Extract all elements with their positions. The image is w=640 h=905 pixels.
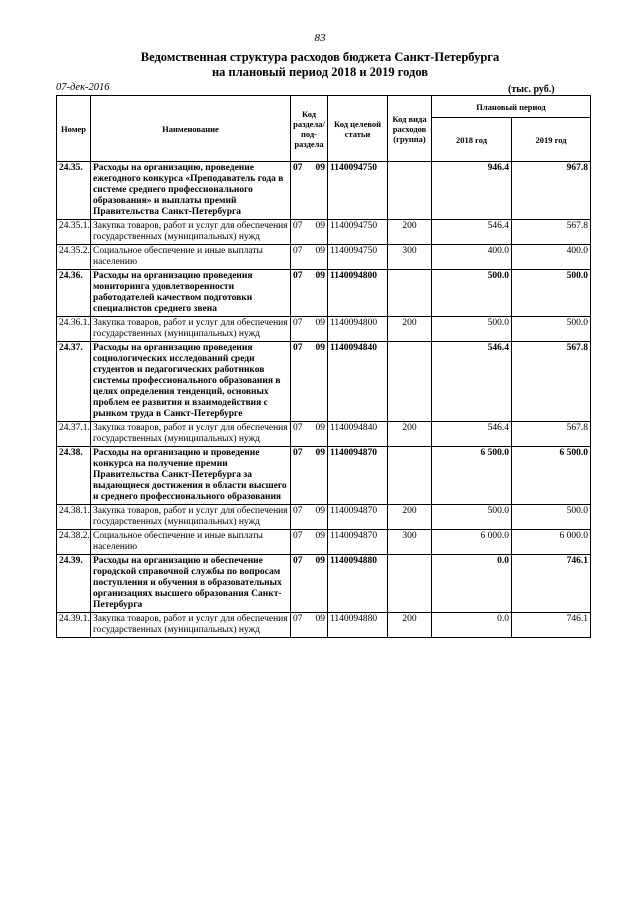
row-target-code: 1140094750 (328, 162, 388, 220)
row-name: Расходы на организацию и проведение конкурса на получение премии Правительства Санкт-Петербурга за выдающиеся достижения в области высшего и среднего профессионального образования (91, 447, 291, 505)
header-name: Наименование (91, 96, 291, 162)
section-code: 07 (293, 221, 303, 231)
header-section-code: Код раздела/ под- раздела (291, 96, 328, 162)
table-row (57, 555, 591, 613)
row-number: 24.35.2. (57, 245, 91, 270)
row-name: Закупка товаров, работ и услуг для обеспечения государственных (муниципальных) нужд (91, 505, 291, 530)
row-number: 24.38.1. (57, 505, 91, 530)
row-value-2019: 567.8 (512, 342, 591, 422)
row-value-2019: 967.8 (512, 162, 591, 220)
row-value-2018: 546.4 (432, 422, 512, 447)
row-number: 24.39. (57, 555, 91, 613)
row-value-2018: 6 000.0 (432, 530, 512, 555)
subsection-code: 09 (315, 531, 325, 541)
row-expense-type: 300 (388, 245, 432, 270)
table-row (57, 447, 591, 505)
row-target-code: 1140094870 (328, 530, 388, 555)
row-number: 24.37.1. (57, 422, 91, 447)
table-row (57, 342, 591, 422)
subsection-code: 09 (315, 343, 325, 353)
title-line-1: Ведомственная структура расходов бюджета Санкт-Петербурга (140, 50, 500, 64)
section-code: 07 (293, 614, 303, 624)
row-expense-type: 200 (388, 422, 432, 447)
row-name: Расходы на организацию проведения мониторинга удовлетворенности работодателей качеством подготовки специалистов среднего звена (91, 270, 291, 317)
row-value-2018: 500.0 (432, 505, 512, 530)
row-value-2019: 400.0 (512, 245, 591, 270)
row-section-code (291, 422, 328, 447)
row-value-2019: 500.0 (512, 270, 591, 317)
section-code: 07 (293, 531, 303, 541)
table-row (57, 270, 591, 317)
subsection-code: 09 (315, 556, 325, 566)
row-value-2018: 546.4 (432, 342, 512, 422)
row-section-code (291, 245, 328, 270)
subsection-code: 09 (315, 271, 325, 281)
row-value-2019: 500.0 (512, 505, 591, 530)
row-number: 24.36. (57, 270, 91, 317)
row-expense-type: 200 (388, 613, 432, 638)
row-number: 24.37. (57, 342, 91, 422)
subsection-code: 09 (315, 506, 325, 516)
section-code: 07 (293, 506, 303, 516)
subsection-code: 09 (315, 163, 325, 173)
row-section-code (291, 270, 328, 317)
row-value-2018: 400.0 (432, 245, 512, 270)
header-expense-type-code: Код вида расходов (группа) (388, 96, 432, 162)
row-section-code (291, 613, 328, 638)
row-name: Расходы на организацию, проведение ежегодного конкурса «Преподаватель года в системе среднего профессионального образования» и выплаты премий Правительства Санкт-Петербурга (91, 162, 291, 220)
subsection-code: 09 (315, 448, 325, 458)
row-name: Социальное обеспечение и иные выплаты населению (91, 530, 291, 555)
row-name: Расходы на организацию и обеспечение городской справочной службы по вопросам поступления и обучения в образовательных организациях высшего образования Санкт-Петербурга (91, 555, 291, 613)
page-number: 83 (314, 32, 326, 44)
subsection-code: 09 (315, 318, 325, 328)
row-expense-type (388, 555, 432, 613)
row-value-2018: 0.0 (432, 613, 512, 638)
row-value-2019: 500.0 (512, 317, 591, 342)
table-row (57, 613, 591, 638)
row-name: Закупка товаров, работ и услуг для обеспечения государственных (муниципальных) нужд (91, 317, 291, 342)
row-target-code: 1140094800 (328, 270, 388, 317)
row-name: Закупка товаров, работ и услуг для обеспечения государственных (муниципальных) нужд (91, 613, 291, 638)
row-target-code: 1140094880 (328, 613, 388, 638)
title-line-2: на плановый период 2018 и 2019 годов (211, 65, 429, 79)
row-target-code: 1140094840 (328, 422, 388, 447)
table-row (57, 422, 591, 447)
table-row (57, 530, 591, 555)
row-number: 24.36.1. (57, 317, 91, 342)
row-target-code: 1140094840 (328, 342, 388, 422)
section-code: 07 (293, 556, 303, 566)
header-number: Номер (57, 96, 91, 162)
row-target-code: 1140094750 (328, 245, 388, 270)
row-expense-type: 200 (388, 317, 432, 342)
row-value-2018: 6 500.0 (432, 447, 512, 505)
header-year-2018: 2018 год (432, 118, 512, 162)
row-value-2018: 946.4 (432, 162, 512, 220)
row-expense-type (388, 162, 432, 220)
document-date: 07-дек-2016 (56, 82, 110, 93)
subsection-code: 09 (315, 614, 325, 624)
row-section-code (291, 162, 328, 220)
header-plan-period: Плановый период (432, 96, 591, 118)
row-value-2018: 546.4 (432, 220, 512, 245)
section-code: 07 (293, 163, 303, 173)
table-row (57, 317, 591, 342)
table-row (57, 162, 591, 220)
row-expense-type: 200 (388, 220, 432, 245)
row-target-code: 1140094870 (328, 447, 388, 505)
row-value-2018: 0.0 (432, 555, 512, 613)
row-target-code: 1140094880 (328, 555, 388, 613)
section-code: 07 (293, 271, 303, 281)
units-label: (тыс. руб.) (508, 84, 555, 95)
row-target-code: 1140094800 (328, 317, 388, 342)
row-number: 24.38. (57, 447, 91, 505)
section-code: 07 (293, 246, 303, 256)
row-value-2018: 500.0 (432, 317, 512, 342)
row-section-code (291, 555, 328, 613)
subsection-code: 09 (315, 221, 325, 231)
row-target-code: 1140094870 (328, 505, 388, 530)
table-row (57, 245, 591, 270)
subsection-code: 09 (315, 423, 325, 433)
subsection-code: 09 (315, 246, 325, 256)
row-section-code (291, 447, 328, 505)
budget-table (56, 95, 591, 638)
section-code: 07 (293, 448, 303, 458)
row-name: Социальное обеспечение и иные выплаты населению (91, 245, 291, 270)
section-code: 07 (293, 423, 303, 433)
row-value-2019: 746.1 (512, 613, 591, 638)
row-name: Расходы на организацию проведения социологических исследований среди студентов и педагогических работников системы профессионального образования в целях определения тенденций, основных проблем ее развития и взаимодействия с рынком труда в Санкт-Петербурге (91, 342, 291, 422)
row-number: 24.39.1. (57, 613, 91, 638)
row-value-2019: 6 500.0 (512, 447, 591, 505)
section-code: 07 (293, 343, 303, 353)
row-value-2019: 746.1 (512, 555, 591, 613)
row-name: Закупка товаров, работ и услуг для обеспечения государственных (муниципальных) нужд (91, 422, 291, 447)
section-code: 07 (293, 318, 303, 328)
row-expense-type (388, 342, 432, 422)
row-value-2019: 567.8 (512, 220, 591, 245)
row-value-2018: 500.0 (432, 270, 512, 317)
row-section-code (291, 505, 328, 530)
row-number: 24.35. (57, 162, 91, 220)
header-year-2019: 2019 год (512, 118, 591, 162)
row-value-2019: 567.8 (512, 422, 591, 447)
row-section-code (291, 530, 328, 555)
row-name: Закупка товаров, работ и услуг для обеспечения государственных (муниципальных) нужд (91, 220, 291, 245)
row-number: 24.35.1. (57, 220, 91, 245)
row-expense-type (388, 447, 432, 505)
row-section-code (291, 317, 328, 342)
row-number: 24.38.2. (57, 530, 91, 555)
table-row (57, 505, 591, 530)
document-title (0, 50, 640, 80)
table-row (57, 220, 591, 245)
row-section-code (291, 342, 328, 422)
row-expense-type: 300 (388, 530, 432, 555)
row-section-code (291, 220, 328, 245)
row-target-code: 1140094750 (328, 220, 388, 245)
row-value-2019: 6 000.0 (512, 530, 591, 555)
header-target-code: Код целевой статьи (328, 96, 388, 162)
row-expense-type (388, 270, 432, 317)
row-expense-type: 200 (388, 505, 432, 530)
